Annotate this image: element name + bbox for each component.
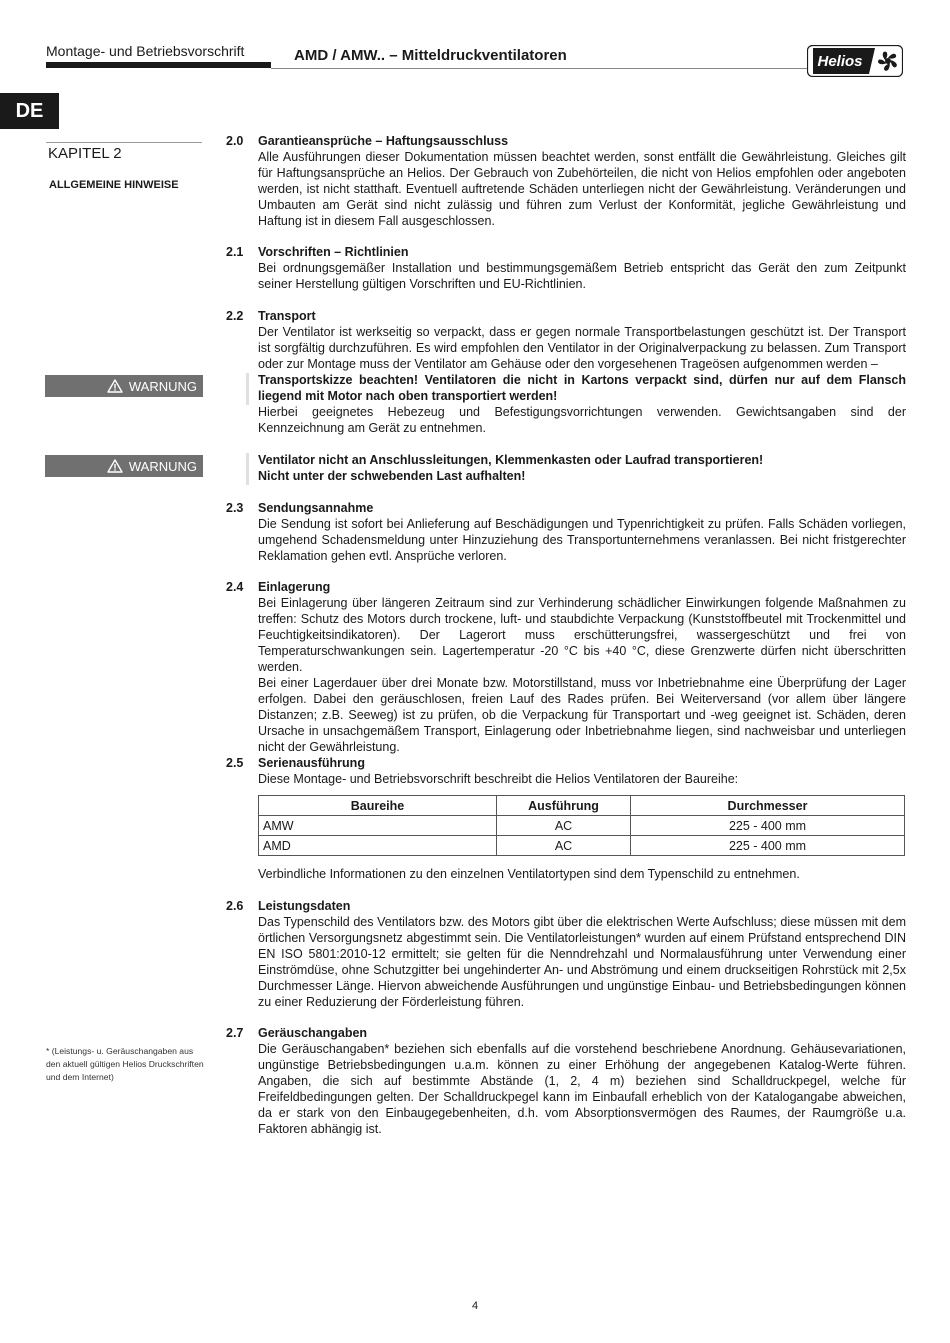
- table-cell: AC: [497, 836, 631, 856]
- warning-label: [45, 455, 203, 477]
- section-body: Das Typenschild des Ventilators bzw. des Motors gibt über die elektrischen Werte Aufschluss; diese müssen mit dem örtlichen Versorgungsnetz abgestimmt sein. Die Ventilatorleistungen* wurden auf einem Prüfstand entsprechend DIN EN ISO 5801:2010-12 ermittelt; sie gelten für die Nenndrehzahl und Normalausführung unter Verwendung einer Einströmdüse, ohne Schutzgitter bei ungehinderter An- und Abströmung und einem druckseitigen Rohrstück mit 2,5x Durchmesser Länge. Hiervon abweichende Ausführungen und ungünstige Einbau- und Betriebsbedingungen können zu einer Reduzierung der Förderleistung führen.: [258, 915, 906, 1009]
- section-number: 2.4: [226, 580, 244, 594]
- section-heading: Serienausführung: [258, 756, 365, 770]
- header-rule: [271, 68, 807, 69]
- table-cell: AMD: [259, 836, 497, 856]
- table-cell: AC: [497, 816, 631, 836]
- section-heading: Geräuschangaben: [258, 1026, 368, 1040]
- table-row: [259, 836, 905, 856]
- section-body: Die Geräuschangaben* beziehen sich ebenfalls auf die vorstehend beschriebene Anordnung. Gehäusevariationen, ungünstige Betriebsbedingungen u.a.m. können zu einer Erhöhung der angegebenen Katalog-Werte führen. Angaben, die sich auf bestimmte Abstände (1, 2, 4 m) beziehen sind Schalldruckpegel, welche für Freifeldbedingungen gelten. Der Schalldruckpegel kann im Einbaufall erheblich von der Katalogangabe abweichen, da er stark von den Einbaugegebenheiten, d.h. vom Absorptionsvermögen des Raumes, der Raumgröße u.a. Faktoren abhängig ist.: [258, 1042, 906, 1136]
- table-cell: 225 - 400 mm: [631, 816, 905, 836]
- table-header: Durchmesser: [631, 796, 905, 816]
- product-title: AMD / AMW.. – Mitteldruckventilatoren: [294, 47, 567, 64]
- section-number: 2.3: [226, 501, 244, 515]
- page-number: 4: [471, 1300, 479, 1312]
- section-body: Bei einer Lagerdauer über drei Monate bzw. Motorstillstand, muss vor Inbetriebnahme eine Überprüfung der Lager erfolgen. Dabei den geräuschlosen, freien Lauf des Rades prüfen. Bei Weiterversand (vor allem über längere Distanzen; z.B. Seeweg) ist zu prüfen, ob die Verpackung für Transportart und -weg geeignet ist. Schäden, deren Ursache in unsachgemäßem Transport, Einlagerung oder Inbetriebnahme liegen, sind nachweisbar und unterliegen nicht der Gewährleistung.: [258, 676, 906, 754]
- section-number: 2.5: [226, 756, 244, 770]
- section-heading: Vorschriften – Richtlinien: [258, 245, 409, 259]
- section-heading: Sendungsannahme: [258, 501, 374, 515]
- chapter-rule: [46, 142, 202, 143]
- table-cell: 225 - 400 mm: [631, 836, 905, 856]
- section-heading: Leistungsdaten: [258, 899, 351, 913]
- footnote: * (Leistungs- u. Geräuschangaben aus den aktuell gültigen Helios Druckschriften und dem Internet): [46, 1046, 204, 1082]
- section-body: Alle Ausführungen dieser Dokumentation müssen beachtet werden, sonst entfällt die Gewährleistung. Gleiches gilt für Haftungsansprüche an Helios. Der Gebrauch von Zubehörteilen, die nicht von Helios empfohlen oder angeboten werden, ist nicht statthaft. Eventuell auftretende Schäden unterliegen nicht der Gewährleistung. Veränderungen und Umbauten am Gerät sind nicht zulässig und führen zum Verlust der Konformität, jegliche Gewährleistung und Haftung ist in diesem Fall ausgeschlossen.: [258, 150, 906, 228]
- table-row: [259, 816, 905, 836]
- section-heading: Garantieansprüche – Haftungsausschluss: [258, 134, 509, 148]
- section-number: 2.6: [226, 899, 244, 913]
- warning-marker: [246, 453, 249, 485]
- warning-body: Nicht unter der schwebenden Last aufhalten!: [258, 469, 526, 483]
- warning-text: WARNUNG: [128, 458, 197, 474]
- chapter-title: KAPITEL 2: [48, 145, 122, 162]
- document-type: Montage- und Betriebsvorschrift: [46, 43, 245, 59]
- section-number: 2.2: [226, 309, 244, 323]
- table-header: Ausführung: [497, 796, 631, 816]
- header-bar: [46, 62, 271, 68]
- warning-text: WARNUNG: [128, 378, 197, 394]
- section-number: 2.7: [226, 1026, 244, 1040]
- table-header: Baureihe: [259, 796, 497, 816]
- warning-triangle-icon: [107, 379, 123, 393]
- section-body: Bei ordnungsgemäßer Installation und bestimmungsgemäßem Betrieb entspricht das Gerät den zum Zeitpunkt seiner Herstellung gültigen Vorschriften und EU-Richtlinien.: [258, 261, 906, 291]
- helios-logo: [807, 45, 903, 77]
- section-heading: Einlagerung: [258, 580, 331, 594]
- language-tab: DE: [0, 93, 59, 129]
- section-body: Der Ventilator ist werkseitig so verpackt, dass er gegen normale Transportbelastungen geschützt ist. Der Transport ist sorgfältig durchzuführen. Es wird empfohlen den Ventilator in der Originalverpackung zu belassen. Zum Transport oder zur Montage muss der Ventilator am Gehäuse oder den vorgesehenen Trageösen aufgenommen werden –: [258, 325, 906, 371]
- section-heading: Transport: [258, 309, 316, 323]
- section-body: Bei Einlagerung über längeren Zeitraum sind zur Verhinderung schädlicher Einwirkungen folgende Maßnahmen zu treffen: Schutz des Motors durch trockene, luft- und staubdichte Verpackung (Kunststoffbeutel mit Trockenmittel und Feuchtigkeitsindikatoren). Der Lagerort muss erschütterungsfrei, wassergeschützt und frei von Temperaturschwankungen sein. Lagertemperatur -20 °C bis +40 °C, diese Grenzwerte dürfen nicht überschritten werden.: [258, 596, 906, 674]
- table-cell: AMW: [259, 816, 497, 836]
- warning-body: Transportskizze beachten! Ventilatoren die nicht in Kartons verpackt sind, dürfen nur auf dem Flansch liegend mit Motor nach oben transportiert werden!: [258, 373, 906, 403]
- section-body: Die Sendung ist sofort bei Anlieferung auf Beschädigungen und Typenrichtigkeit zu prüfen. Falls Schäden vorliegen, umgehend Schadensmeldung unter Hinzuziehung des Transportunternehmens veranlassen. Bei nicht fristgerechter Reklamation gehen evtl. Ansprüche verloren.: [258, 517, 906, 563]
- warning-marker: [246, 373, 249, 405]
- section-number: 2.0: [226, 134, 244, 148]
- section-body: Hierbei geeignetes Hebezeug und Befestigungsvorrichtungen verwenden. Gewichtsangaben sind der Kennzeichnung am Gerät zu entnehmen.: [258, 405, 906, 435]
- section-note: Verbindliche Informationen zu den einzelnen Ventilatortypen sind dem Typenschild zu entnehmen.: [258, 867, 800, 881]
- chapter-subtitle: ALLGEMEINE HINWEISE: [49, 179, 179, 191]
- warning-label: [45, 375, 203, 397]
- section-number: 2.1: [226, 245, 244, 259]
- logo-text: Helios: [817, 53, 863, 70]
- series-table: [258, 795, 905, 856]
- warning-triangle-icon: [107, 459, 123, 473]
- table-header-row: [259, 796, 905, 816]
- section-intro: Diese Montage- und Betriebsvorschrift beschreibt die Helios Ventilatoren der Baureihe:: [258, 772, 739, 786]
- warning-body: Ventilator nicht an Anschlussleitungen, Klemmenkasten oder Laufrad transportieren!: [258, 453, 764, 467]
